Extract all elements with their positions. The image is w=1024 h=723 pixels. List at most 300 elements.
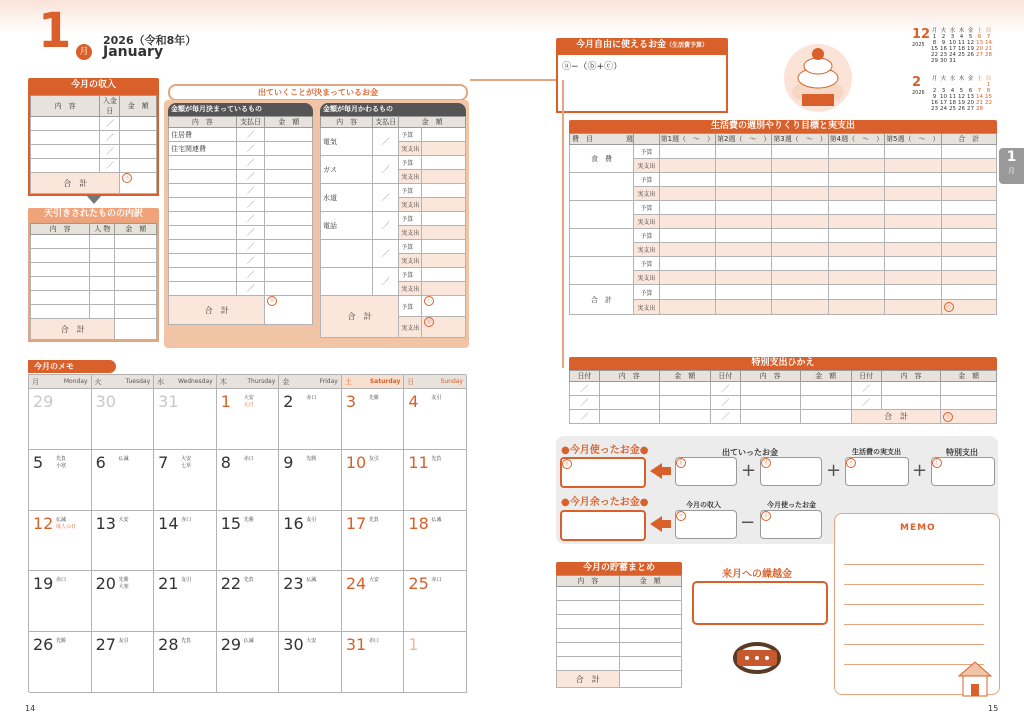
weekly-input-cell[interactable] [659,159,715,173]
day-number: 13 [95,513,116,533]
input-cell[interactable] [169,212,237,226]
input-cell[interactable] [800,410,851,424]
input-cell[interactable] [619,601,682,615]
special-table: 日付 内 容 金 額 日付 内 容 金 額 日付 内 容 金 額 ／ ／ ／ ／ ／ ／ ／ ／ 合 計 ⓕ [569,370,997,424]
input-cell[interactable] [422,268,466,282]
calendar-day-cell[interactable] [92,511,155,572]
input-cell[interactable] [169,240,237,254]
weekly-input-cell[interactable] [659,271,715,285]
weekly-input-cell[interactable] [716,201,772,215]
variable-total-budget[interactable] [422,296,466,317]
input-cell[interactable] [90,291,115,305]
input-cell[interactable] [265,268,313,282]
calendar-day-cell[interactable] [154,389,217,450]
weekly-input-cell[interactable] [941,300,997,315]
mini-day-head: 水 [949,76,956,82]
actual-label: 実支出 [634,187,660,201]
calendar-day-cell[interactable] [404,632,467,693]
income-total-cell[interactable] [120,173,157,194]
input-cell[interactable] [31,117,100,131]
day-number: 9 [283,452,294,472]
weekly-input-cell[interactable] [659,300,715,315]
weekly-input-cell[interactable] [941,257,997,271]
rokuyo-label: 赤口 [56,577,67,584]
input-cell[interactable] [90,249,115,263]
weekly-input-cell[interactable] [941,173,997,187]
actual-label: 実支出 [399,226,422,240]
col-header: 内 容 [169,117,237,128]
weekly-input-cell[interactable] [885,229,941,243]
weekly-input-cell[interactable] [772,159,828,173]
mini-day-head: 金 [967,28,974,34]
mark-b2: ⓑ [676,458,686,468]
calendar-day-cell[interactable] [342,571,405,632]
input-cell[interactable] [265,240,313,254]
weekly-input-cell[interactable] [941,271,997,285]
income-panel [28,78,159,196]
rokuyo-label: 大安 [306,638,317,645]
weekly-input-cell[interactable] [885,300,941,315]
free-money-sub: （生活費予算） [666,42,709,49]
carry-title: 来月への繰越金 [722,569,792,580]
weekly-input-cell[interactable] [828,201,884,215]
month-kanji-badge: 月 [76,44,92,60]
input-cell[interactable] [740,382,800,396]
weekly-input-cell[interactable] [772,187,828,201]
mini-day: 23 [940,52,947,58]
weekly-input-cell[interactable] [772,201,828,215]
input-cell[interactable] [265,142,313,156]
weekly-input-cell[interactable] [941,145,997,159]
calendar-day-cell[interactable] [342,511,405,572]
input-cell[interactable] [115,249,157,263]
calendar-day-cell[interactable] [217,450,280,511]
weekly-input-cell[interactable] [659,215,715,229]
free-money-input[interactable] [556,53,728,113]
input-cell[interactable] [31,249,90,263]
weekly-input-cell[interactable] [885,271,941,285]
input-cell[interactable] [169,170,237,184]
calendar-day-cell[interactable] [92,571,155,632]
input-cell[interactable] [659,382,710,396]
mini-day: 24 [949,52,956,58]
weekly-input-cell[interactable] [828,243,884,257]
input-cell[interactable] [169,198,237,212]
left-title-text: 今月余ったお金 [569,497,640,508]
weekly-input-cell[interactable] [828,300,884,315]
calendar-day-cell[interactable] [404,389,467,450]
calendar-day-cell[interactable] [404,511,467,572]
weekly-input-cell[interactable] [885,243,941,257]
input-cell[interactable] [169,226,237,240]
input-cell[interactable] [120,145,157,159]
weekly-input-cell[interactable] [828,159,884,173]
weekly-input-cell[interactable] [772,243,828,257]
input-cell[interactable] [90,277,115,291]
weekly-input-cell[interactable] [716,243,772,257]
input-cell[interactable] [115,277,157,291]
input-cell[interactable] [422,282,466,296]
col-header: 内 容 [740,371,800,382]
weekly-input-cell[interactable] [885,285,941,300]
calendar-day-cell[interactable] [29,450,92,511]
weekly-input-cell[interactable] [828,271,884,285]
input-cell[interactable] [619,643,682,657]
input-cell[interactable] [120,159,157,173]
day-number: 25 [408,574,429,594]
weekly-input-cell[interactable] [941,243,997,257]
calendar-day-cell[interactable] [217,511,280,572]
weekly-input-cell[interactable] [772,271,828,285]
input-cell[interactable] [265,184,313,198]
calendar-day-cell[interactable] [404,450,467,511]
living-actual-label: 生活費の実支出 [852,448,901,456]
col-header: 支払日 [236,117,265,128]
input-cell[interactable] [941,396,997,410]
weekly-input-cell[interactable] [828,215,884,229]
input-cell[interactable] [265,226,313,240]
input-cell[interactable] [659,396,710,410]
input-cell[interactable] [422,142,466,156]
outgone-box-2[interactable] [760,457,822,486]
mini-day: 26 [958,106,965,112]
input-cell[interactable] [265,254,313,268]
input-cell[interactable] [619,629,682,643]
input-cell[interactable] [740,410,800,424]
input-cell[interactable] [599,382,659,396]
mini-day: 22 [985,100,992,106]
fixed-item: 住宅関連費 [169,142,237,156]
input-cell[interactable] [599,396,659,410]
input-cell[interactable] [599,410,659,424]
deductions-table [30,223,157,340]
calendar-day-cell[interactable] [92,632,155,693]
weekly-input-cell[interactable] [885,145,941,159]
weekly-input-cell[interactable] [772,300,828,315]
rokuyo-label: 大安 [243,395,254,401]
calendar-day-cell[interactable] [29,571,92,632]
mini-day: 6 [977,34,982,40]
budget-label: 予算 [399,212,422,226]
day-number: 29 [33,392,54,411]
input-cell[interactable] [422,170,466,184]
weekly-input-cell[interactable] [885,215,941,229]
rokuyo-label: 仏滅 [243,638,254,645]
weekly-input-cell[interactable] [659,187,715,201]
budget-label: 予算 [399,268,422,282]
income-label: 今月の収入 [686,501,721,509]
weekly-input-cell[interactable] [716,285,772,300]
weekly-cost-input[interactable] [570,257,634,285]
input-cell[interactable] [31,263,90,277]
calendar-day-cell[interactable] [342,389,405,450]
col-header: 金 額 [659,371,710,382]
month-tab[interactable] [999,148,1024,184]
mini-day: 28 [976,106,983,112]
input-cell[interactable] [31,145,100,159]
budget-label: 予算 [399,296,422,317]
calendar-day-cell[interactable] [342,632,405,693]
weekly-cost-input[interactable] [570,201,634,229]
weekly-input-cell[interactable] [659,229,715,243]
calendar-day-cell[interactable] [29,389,92,450]
input-cell[interactable] [619,587,682,601]
calendar-day-header [154,375,217,389]
input-cell[interactable] [115,319,157,340]
calendar-day-cell[interactable] [404,571,467,632]
variable-total-actual[interactable] [422,317,466,338]
input-cell[interactable] [881,382,941,396]
input-cell[interactable] [265,282,313,296]
input-cell[interactable] [31,159,100,173]
calendar-day-header [29,375,92,389]
input-cell[interactable] [115,263,157,277]
col-header: 支払日 [373,117,399,128]
weekly-input-cell[interactable] [828,145,884,159]
input-cell[interactable] [881,396,941,410]
input-cell[interactable] [90,235,115,249]
mini-calendar-grid [930,76,993,112]
rokuyo-label: 赤口 [368,638,379,645]
calendar-day-cell[interactable] [217,389,280,450]
input-cell[interactable] [800,396,851,410]
weekly-input-cell[interactable] [716,229,772,243]
weekly-input-cell[interactable] [659,145,715,159]
calendar-day-header [217,375,280,389]
calendar-day-cell[interactable] [217,632,280,693]
input-cell[interactable] [619,615,682,629]
budget-label: 予算 [634,201,660,215]
weekly-input-cell[interactable] [659,173,715,187]
rokuyo-label: 友引 [181,577,192,584]
weekly-cost-input[interactable] [570,229,634,257]
input-cell[interactable] [800,382,851,396]
calendar-day-cell[interactable] [217,571,280,632]
weekly-input-cell[interactable] [772,173,828,187]
deductions-title: 天引きされたものの内訳 [28,208,159,221]
calendar-day-cell[interactable] [279,389,342,450]
weekly-panel [569,120,997,315]
weekly-input-cell[interactable] [716,215,772,229]
page-number-left: 14 [25,704,36,713]
weekly-input-cell[interactable] [659,201,715,215]
rokuyo-label: 友引 [431,395,442,401]
left-total-box[interactable] [560,510,646,541]
rope-icon [722,630,792,680]
actual-label: 実支出 [634,243,660,257]
calendar-day-cell[interactable] [279,632,342,693]
day-english: Sunday [440,378,463,385]
input-cell[interactable] [941,382,997,396]
day-kanji: 日 [407,378,415,386]
input-cell[interactable] [422,198,466,212]
weekly-input-cell[interactable] [828,285,884,300]
input-cell[interactable] [557,643,620,657]
mini-day: 4 [959,34,964,40]
weekly-input-cell[interactable] [772,215,828,229]
calendar-day-cell[interactable] [154,571,217,632]
day-number: 30 [283,635,304,655]
mini-day: 27 [976,52,983,58]
input-cell[interactable] [557,629,620,643]
calendar-day-cell[interactable] [92,389,155,450]
input-cell[interactable] [120,131,157,145]
weekly-input-cell[interactable] [885,257,941,271]
weekly-input-cell[interactable] [716,187,772,201]
weekly-cost-item: 食 費 [570,145,634,173]
input-cell[interactable] [659,410,710,424]
actual-label: 実支出 [634,159,660,173]
input-cell[interactable] [557,601,620,615]
input-cell[interactable] [422,212,466,226]
input-cell[interactable] [115,291,157,305]
weekly-input-cell[interactable] [716,300,772,315]
mini-day: 24 [940,106,947,112]
weekly-cost-input[interactable] [570,173,634,201]
input-cell[interactable] [31,277,90,291]
col-header: 内 容 [881,371,941,382]
calendar-day-cell[interactable] [279,450,342,511]
day-number: 30 [95,392,116,411]
input-cell[interactable] [557,615,620,629]
input-cell[interactable] [321,268,373,296]
weekly-input-cell[interactable] [941,201,997,215]
input-cell[interactable] [31,235,90,249]
calendar-day-cell[interactable] [279,571,342,632]
weekly-input-cell[interactable] [716,257,772,271]
input-cell[interactable] [422,184,466,198]
arrow-left-tail [661,467,671,475]
input-cell[interactable] [265,212,313,226]
day-number: 18 [408,513,429,533]
weekly-input-cell[interactable] [885,159,941,173]
input-cell[interactable] [557,657,620,671]
weekly-input-cell[interactable] [941,187,997,201]
calendar-day-cell[interactable] [29,511,92,572]
weekly-input-cell[interactable] [659,285,715,300]
memo-lines[interactable] [844,545,984,675]
mark-g: ⓖ [562,459,572,469]
input-cell[interactable] [169,254,237,268]
calendar-day-cell[interactable] [154,632,217,693]
mini-day [957,58,966,64]
input-cell[interactable] [169,156,237,170]
rokuyo-label: 大安 [181,455,192,462]
weekly-input-cell[interactable] [772,285,828,300]
mini-day: 7 [977,88,982,94]
input-cell[interactable] [31,131,100,145]
input-cell[interactable] [31,291,90,305]
day-english: Tuesday [125,378,151,385]
weekly-input-cell[interactable] [885,173,941,187]
weekly-input-cell[interactable] [772,145,828,159]
input-cell[interactable] [169,184,237,198]
input-cell[interactable] [265,170,313,184]
weekly-input-cell[interactable] [716,173,772,187]
input-cell[interactable] [90,305,115,319]
mini-year: 2025 [912,42,925,48]
input-cell[interactable] [422,254,466,268]
weekly-input-cell[interactable] [885,187,941,201]
weekly-input-cell[interactable] [659,243,715,257]
calendar-day-cell[interactable] [154,450,217,511]
calendar-day-cell[interactable] [154,511,217,572]
weekly-input-cell[interactable] [828,229,884,243]
rokuyo-label: 先負 [368,516,379,523]
input-cell[interactable] [265,156,313,170]
weekly-input-cell[interactable] [941,229,997,243]
input-cell[interactable] [169,268,237,282]
input-cell[interactable] [422,240,466,254]
input-cell[interactable] [321,240,373,268]
mini-day-head: 土 [976,28,983,34]
calendar-day-cell[interactable] [29,632,92,693]
special-total-cell[interactable] [941,410,997,424]
input-cell[interactable] [619,657,682,671]
rokuyo-label: 先勝 [368,395,379,401]
carry-box[interactable] [692,581,828,625]
input-cell[interactable] [115,235,157,249]
weekly-input-cell[interactable] [772,257,828,271]
col-header: 金 額 [265,117,313,128]
used-total-box[interactable] [560,457,646,488]
input-cell[interactable] [265,128,313,142]
weekly-input-cell[interactable] [828,257,884,271]
calendar-day-cell[interactable] [279,511,342,572]
mini-day: 11 [958,40,965,46]
used-box[interactable] [760,510,822,539]
weekly-input-cell[interactable] [941,159,997,173]
outgone-box[interactable] [675,457,737,486]
calendar-day-cell[interactable] [342,450,405,511]
col-header: 日付 [710,371,740,382]
day-number: 4 [408,392,419,411]
fixed-total-cell[interactable] [265,296,313,325]
col-header: 金 額 [800,371,851,382]
week-header: 第2週（ 〜 ） [716,135,771,143]
input-cell[interactable] [557,587,620,601]
special-box[interactable] [931,457,995,486]
weekly-input-cell[interactable] [716,271,772,285]
weekly-input-cell[interactable] [772,229,828,243]
actual-label: 実支出 [634,271,660,285]
income-box[interactable] [675,510,737,539]
input-cell[interactable] [422,156,466,170]
input-cell[interactable] [422,128,466,142]
living-actual-box[interactable] [845,457,909,486]
input-cell[interactable] [115,305,157,319]
weekly-input-cell[interactable] [941,285,997,300]
input-cell[interactable] [120,117,157,131]
input-cell[interactable] [31,305,90,319]
input-cell[interactable] [265,198,313,212]
weekly-input-cell[interactable] [828,173,884,187]
input-cell[interactable] [422,226,466,240]
input-cell[interactable] [169,282,237,296]
calendar-day-cell[interactable] [92,450,155,511]
weekly-input-cell[interactable] [885,201,941,215]
weekly-input-cell[interactable] [828,187,884,201]
input-cell[interactable] [740,396,800,410]
input-cell[interactable] [619,671,682,688]
weekly-input-cell[interactable] [941,215,997,229]
weekly-input-cell[interactable] [716,145,772,159]
weekly-input-cell[interactable] [659,257,715,271]
input-cell[interactable] [90,263,115,277]
weekly-input-cell[interactable] [716,159,772,173]
day-english: Wednesday [177,378,213,385]
col-header: 内 容 [557,576,620,587]
